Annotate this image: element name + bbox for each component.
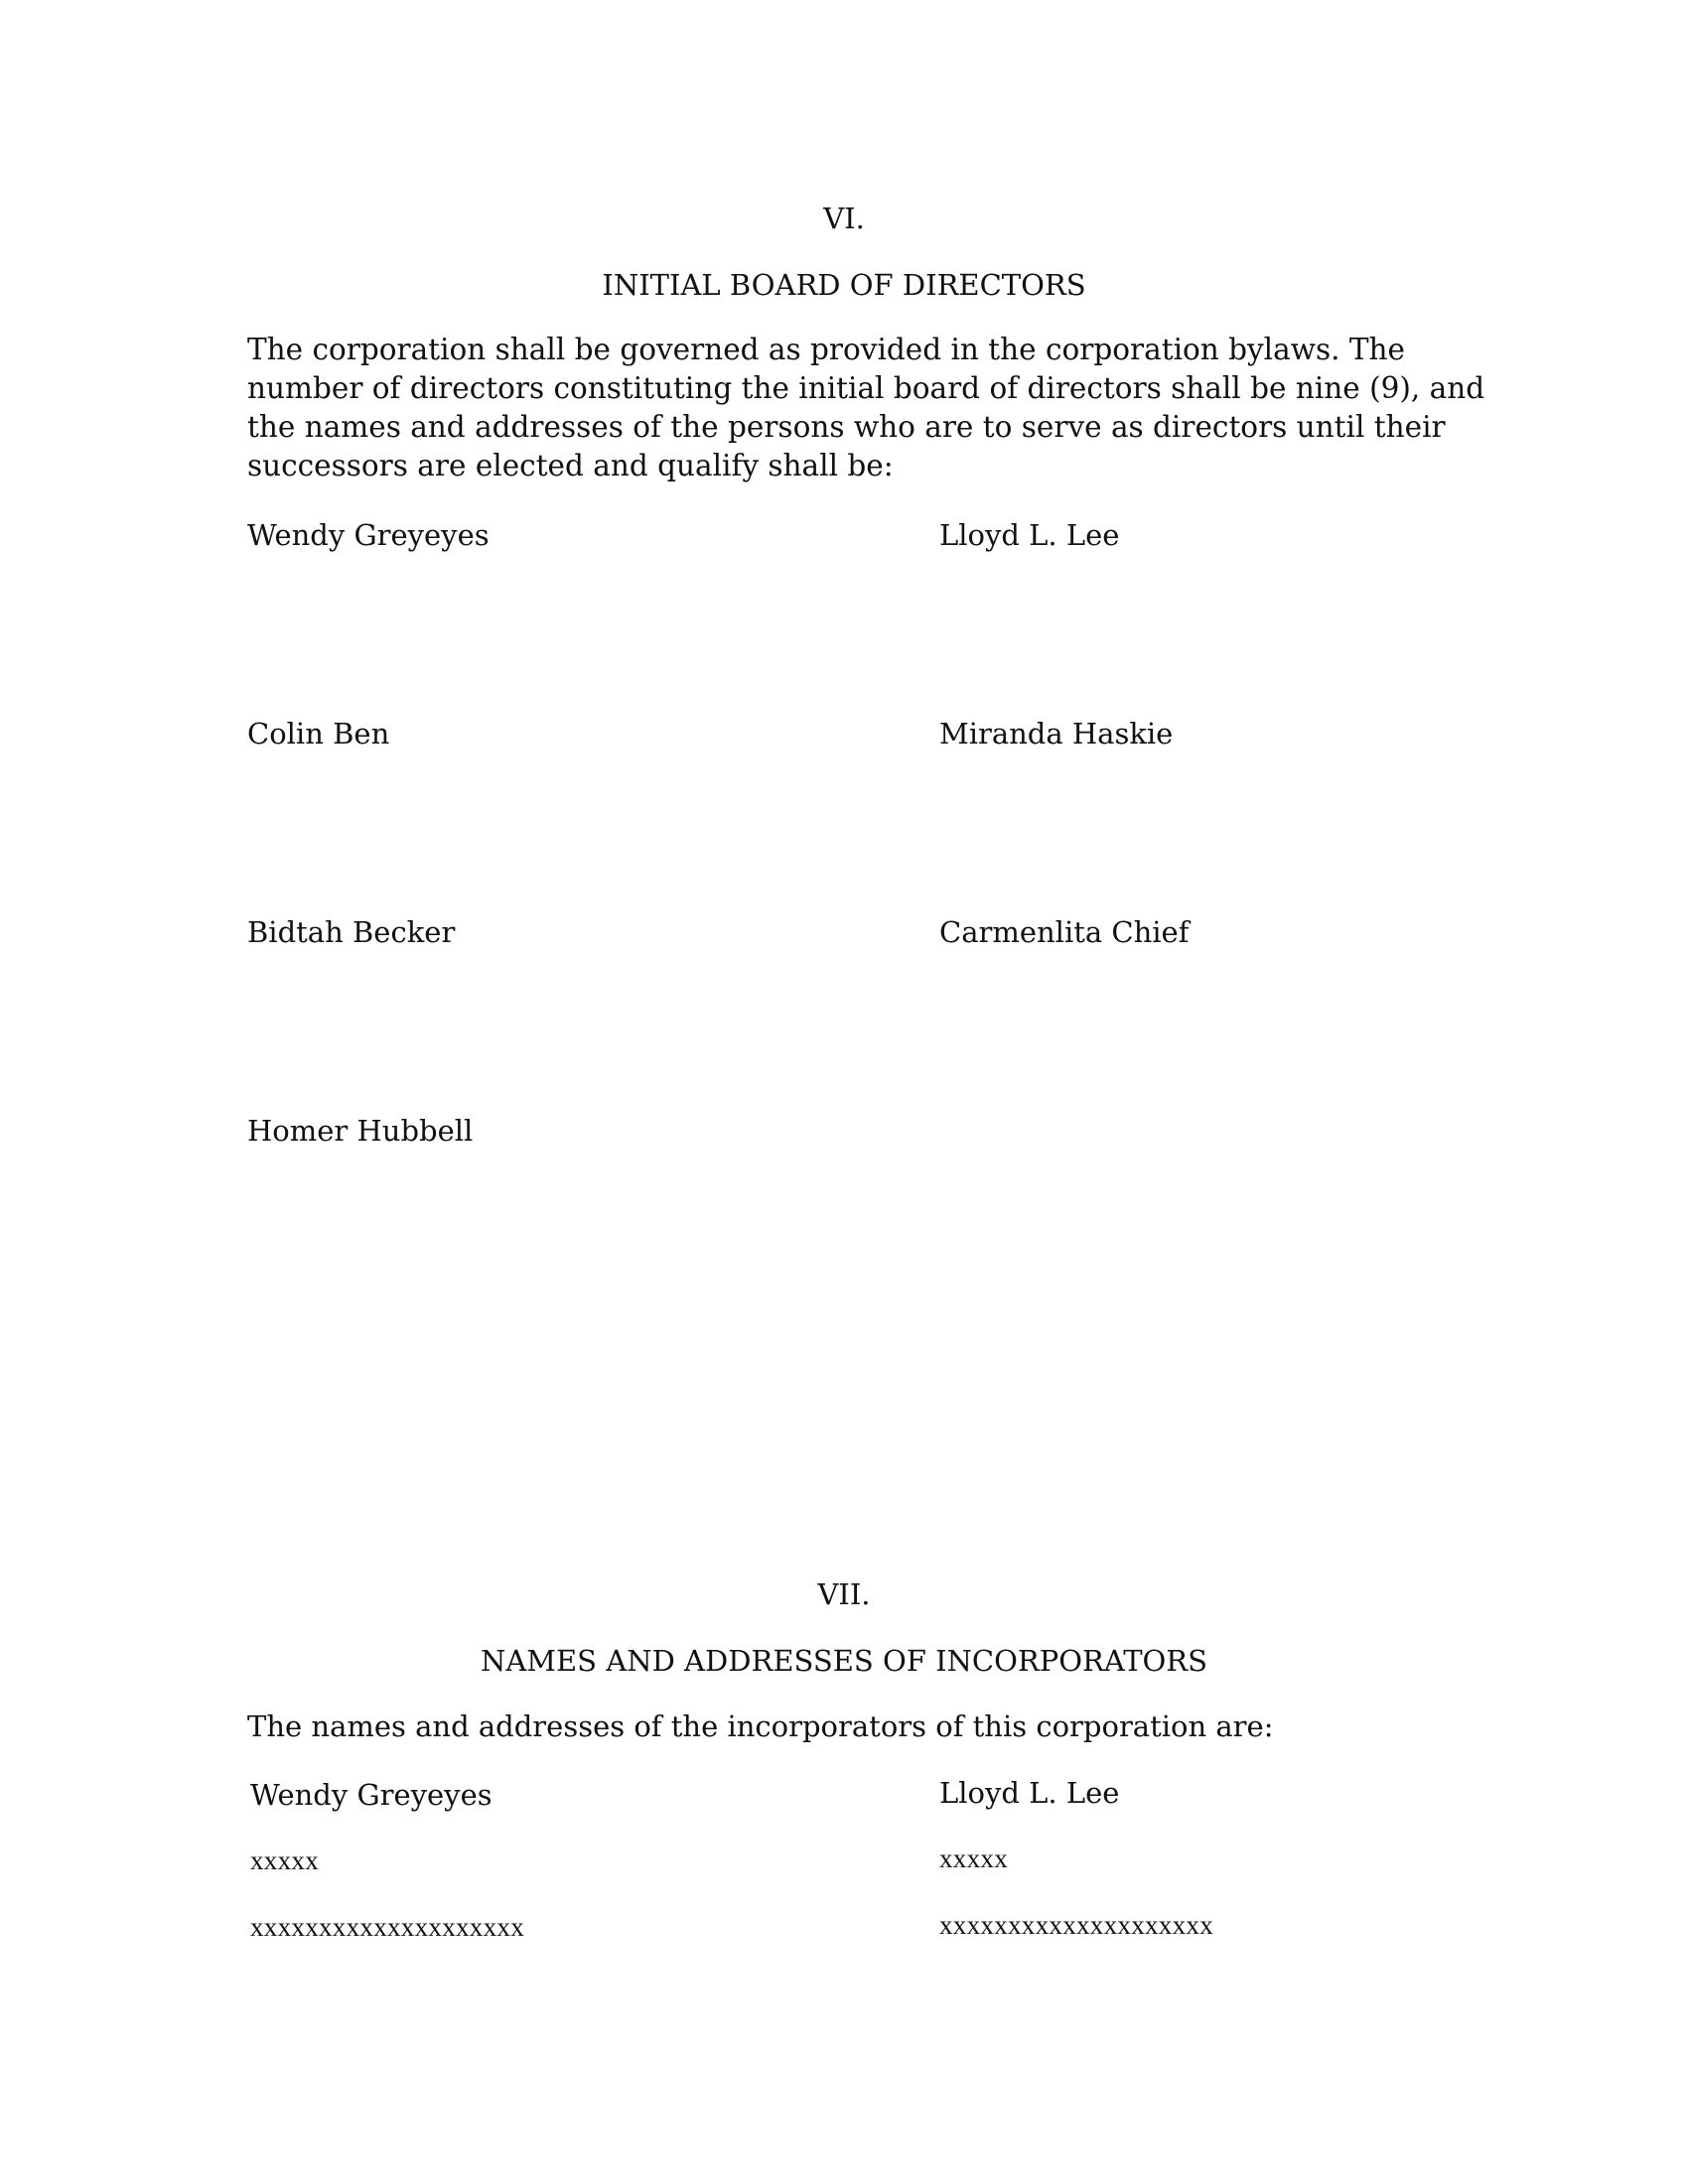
section-6-paragraph (247, 331, 1485, 485)
incorporator-name: Lloyd L. Lee (939, 1776, 1120, 1810)
paragraph-line: number of directors constituting the initial board of directors shall be nine (9), and (247, 371, 1485, 405)
section-6-numeral: VI. (823, 202, 865, 235)
director-name: Wendy Greyeyes (247, 518, 490, 552)
incorporator-address-line1: xxxxx (939, 1843, 1008, 1873)
director-name: Lloyd L. Lee (939, 518, 1120, 552)
director-name: Carmenlita Chief (939, 915, 1190, 949)
director-name: Homer Hubbell (247, 1114, 474, 1148)
paragraph-line: The corporation shall be governed as provided in the corporation bylaws. The (247, 333, 1405, 366)
incorporator-address-line2: xxxxxxxxxxxxxxxxxxxx (939, 1910, 1213, 1940)
section-6-heading: INITIAL BOARD OF DIRECTORS (602, 268, 1086, 302)
incorporator-address-line1: xxxxx (250, 1845, 319, 1875)
section-7-heading: NAMES AND ADDRESSES OF INCORPORATORS (480, 1644, 1208, 1678)
incorporator-name: Wendy Greyeyes (250, 1778, 492, 1812)
section-7-intro: The names and addresses of the incorporators of this corporation are: (247, 1709, 1274, 1743)
paragraph-line: the names and addresses of the persons who are to serve as directors until their (247, 410, 1446, 444)
section-7-numeral: VII. (817, 1577, 871, 1611)
director-name: Colin Ben (247, 717, 390, 751)
director-name: Miranda Haskie (939, 717, 1174, 751)
paragraph-line: successors are elected and qualify shall be: (247, 449, 894, 482)
director-name: Bidtah Becker (247, 915, 456, 949)
incorporator-address-line2: xxxxxxxxxxxxxxxxxxxx (250, 1912, 524, 1942)
